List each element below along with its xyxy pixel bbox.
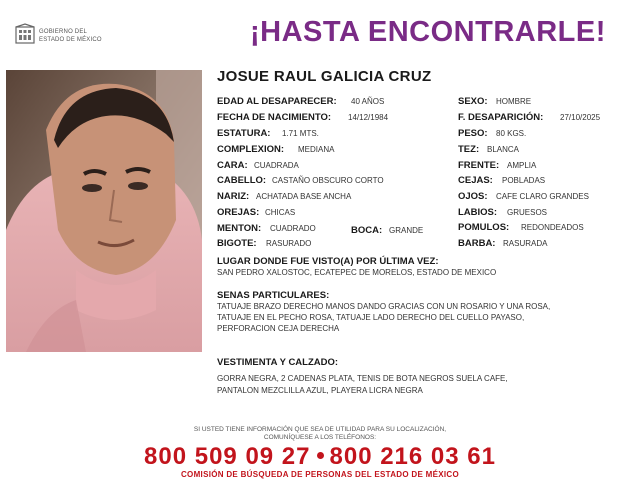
pomulos-label: POMULOS: (458, 222, 510, 233)
person-name: JOSUE RAUL GALICIA CRUZ (217, 68, 432, 85)
last-seen-text: SAN PEDRO XALOSTOC, ECATEPEC DE MORELOS, ESTADO DE MEXICO (217, 268, 497, 277)
last-seen-title: LUGAR DONDE FUE VISTO(A) POR ÚLTIMA VEZ: (217, 256, 439, 267)
phone-1[interactable]: 800 509 09 27 (144, 443, 311, 470)
nacimiento-label: FECHA DE NACIMIENTO: (217, 112, 331, 123)
gov-line-2: ESTADO DE MÉXICO (39, 37, 102, 43)
cabello-label: CABELLO: (217, 175, 267, 186)
ojos-value: CAFE CLARO GRANDES (496, 192, 589, 201)
peso-label: PESO: (458, 128, 488, 139)
menton-value: CUADRADO (270, 224, 316, 233)
cara-value: CUADRADA (254, 161, 299, 170)
headline: ¡HASTA ENCONTRARLE! (250, 16, 606, 48)
cara-label: CARA: (217, 160, 248, 171)
cabello-value: CASTAÑO OBSCURO CORTO (272, 176, 384, 185)
sexo-label: SEXO: (458, 96, 488, 107)
complexion-label: COMPLEXION: (217, 144, 285, 155)
sexo-value: HOMBRE (496, 97, 532, 106)
person-photo (6, 70, 202, 352)
boca-label: BOCA: (351, 225, 383, 236)
footer-note-1: SI USTED TIENE INFORMACIÓN QUE SEA DE UTILIDAD PARA SU LOCALIZACIÓN, (193, 426, 447, 433)
estatura-label: ESTATURA: (217, 128, 271, 139)
estatura-value: 1.71 MTS. (282, 129, 319, 138)
clothing-line-2: PANTALON MEZCLILLA AZUL, PLAYERA LICRA NEGRA (217, 386, 423, 395)
cejas-label: CEJAS: (458, 175, 493, 186)
government-logo-text (39, 28, 102, 44)
phone-numbers (0, 443, 640, 471)
marks-line-1: TATUAJE BRAZO DERECHO MANOS DANDO GRACIAS CON UN ROSARIO Y UNA ROSA, (217, 302, 551, 311)
clothing-title: VESTIMENTA Y CALZADO: (217, 357, 339, 368)
pomulos-value: REDONDEADOS (521, 223, 584, 232)
tez-value: BLANCA (487, 145, 520, 154)
header (0, 0, 640, 64)
person-photo-image (6, 70, 202, 352)
edad-value: 40 AÑOS (351, 97, 385, 106)
separator-dot-icon (317, 452, 324, 459)
orejas-value: CHICAS (265, 208, 296, 217)
clothing-line-1: GORRA NEGRA, 2 CADENAS PLATA, TENIS DE BOTA NEGROS SUELA CAFE, (217, 374, 508, 383)
nariz-value: ACHATADA BASE ANCHA (256, 192, 352, 201)
nariz-label: NARIZ: (217, 191, 250, 202)
marks-title: SENAS PARTICULARES: (217, 290, 330, 301)
complexion-value: MEDIANA (298, 145, 335, 154)
labios-label: LABIOS: (458, 207, 498, 218)
marks-line-2: TATUAJE EN EL PECHO ROSA, TATUAJE LADO DERECHO DEL CUELLO PAYASO, (217, 313, 525, 322)
edad-label: EDAD AL DESAPARECER: (217, 96, 337, 107)
marks-line-3: PERFORACION CEJA DERECHA (217, 324, 340, 333)
desaparicion-value: 27/10/2025 (560, 113, 601, 122)
boca-value: GRANDE (389, 226, 424, 235)
frente-label: FRENTE: (458, 160, 500, 171)
bigote-label: BIGOTE: (217, 238, 257, 249)
ojos-label: OJOS: (458, 191, 488, 202)
menton-label: MENTON: (217, 223, 262, 234)
barba-value: RASURADA (503, 239, 548, 248)
commission-name: COMISIÓN DE BÚSQUEDA DE PERSONAS DEL ESTADO DE MÉXICO (180, 470, 459, 479)
footer-note-2: COMUNÍQUESE A LOS TELÉFONOS: (263, 434, 377, 441)
nacimiento-value: 14/12/1984 (348, 113, 389, 122)
phone-2[interactable]: 800 216 03 61 (329, 443, 496, 470)
frente-value: AMPLIA (507, 161, 537, 170)
barba-label: BARBA: (458, 238, 496, 249)
gov-line-1: GOBIERNO DEL (39, 29, 88, 35)
peso-value: 80 KGS. (496, 129, 527, 138)
bigote-value: RASURADO (266, 239, 312, 248)
desaparicion-label: F. DESAPARICIÓN: (458, 112, 544, 123)
cejas-value: POBLADAS (502, 176, 546, 185)
tez-label: TEZ: (458, 144, 480, 155)
labios-value: GRUESOS (507, 208, 548, 217)
orejas-label: OREJAS: (217, 207, 260, 218)
state-emblem-icon (13, 23, 37, 47)
